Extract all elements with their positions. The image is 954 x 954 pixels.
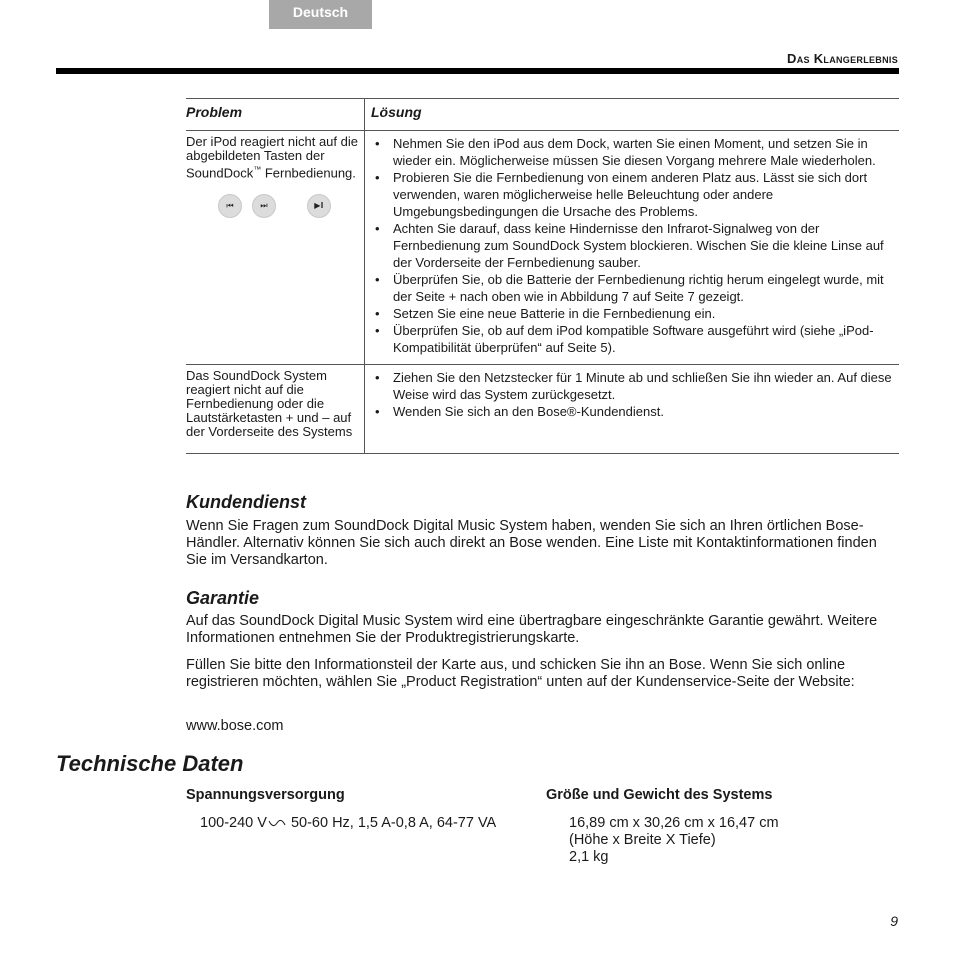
solution-cell — [365, 365, 900, 454]
play-pause-icon: ▶‖ — [307, 194, 331, 218]
ac-wave-icon — [267, 817, 287, 829]
solution-cell — [365, 131, 900, 365]
problem-cell — [186, 131, 365, 365]
kundendienst-heading: Kundendienst — [186, 492, 306, 512]
column-header-problem: Problem — [186, 99, 365, 131]
size-weight-heading: Größe und Gewicht des Systems — [546, 787, 773, 803]
garantie-body-1: Auf das SoundDock Digital Music System wird eine übertragbare eingeschränkte Garantie gewährt. Weitere Informationen entnehmen Sie der Produktregistrierungskarte. — [186, 613, 878, 646]
garantie-body-2: Füllen Sie bitte den Informationsteil der Karte aus, und schicken Sie ihn an Bose. Wenn Sie sich online registrieren möchten, wählen Sie „Product Registration“ unten auf der Kundenservice-Seite der Website: — [186, 657, 855, 690]
table-row — [186, 365, 899, 454]
dimensions: 16,89 cm x 30,26 cm x 16,47 cm — [569, 815, 779, 831]
problem-text: Der iPod reagiert nicht auf die abgebildeten Tasten der SoundDock — [186, 134, 358, 181]
solution-item: • Überprüfen Sie, ob die Batterie der Fernbedienung richtig herum eingelegt wurde, mit der Seite + nach oben wie in Abbildung 7 auf Seite 7 gezeigt. — [371, 271, 893, 305]
technische-daten-heading: Technische Daten — [56, 751, 244, 776]
power-supply-heading: Spannungsversorgung — [186, 787, 345, 803]
garantie-heading: Garantie — [186, 588, 260, 608]
table-row — [186, 131, 899, 365]
solution-item: • Nehmen Sie den iPod aus dem Dock, warten Sie einen Moment, und setzen Sie in wieder ein. Möglicherweise müssen Sie diesen Vorgang mehrere Male wiederholen. — [371, 135, 893, 169]
dimensions-legend: (Höhe x Breite X Tiefe) — [569, 832, 716, 848]
power-supply-value — [200, 815, 496, 832]
solution-item: • Wenden Sie sich an den Bose®-Kundendienst. — [371, 403, 893, 420]
problem-text: Das SoundDock System reagiert nicht auf die Fernbedienung oder die Lautstärketasten + und – auf der Vorderseite des Systems — [186, 368, 353, 439]
header-rule — [56, 68, 899, 74]
solution-item: • Überprüfen Sie, ob auf dem iPod kompatible Software ausgeführt wird (siehe „iPod-Kompatibilität überprüfen“ auf Seite 5). — [371, 322, 893, 356]
problem-cell — [186, 365, 365, 454]
solution-item: • Probieren Sie die Fernbedienung von einem anderen Platz aus. Lässt sie sich dort verwenden, waren möglicherweise helle Beleuchtung oder andere Umgebungsbedingungen die Ursache des Problems. — [371, 169, 893, 220]
chapter-title: Das Klangerlebnis — [787, 51, 898, 66]
kundendienst-body: Wenn Sie Fragen zum SoundDock Digital Music System haben, wenden Sie sich an Ihren örtlichen Bose-Händler. Alternativ können Sie sich auch direkt an Bose wenden. Eine Liste mit Kontaktinformationen finden Sie im Versandkarton. — [186, 518, 877, 568]
solution-item: • Achten Sie darauf, dass keine Hindernisse den Infrarot-Signalweg von der Fernbedienung zum SoundDock System blockieren. Wischen Sie die kleine Linse auf der Vorderseite der Fernbedienung sauber. — [371, 220, 893, 271]
problem-text-suffix: Fernbedienung. — [261, 165, 356, 181]
previous-track-icon: ⏮ — [218, 194, 242, 218]
weight: 2,1 kg — [569, 849, 609, 865]
size-weight-value — [569, 815, 779, 866]
power-voltage: 100-240 V — [200, 815, 267, 831]
website-link[interactable]: www.bose.com — [186, 718, 284, 734]
column-header-solution: Lösung — [365, 99, 900, 131]
troubleshooting-table — [186, 98, 899, 454]
language-tab: Deutsch — [269, 0, 372, 29]
power-details: 50-60 Hz, 1,5 A-0,8 A, 64-77 VA — [286, 815, 497, 831]
solution-item: • Ziehen Sie den Netzstecker für 1 Minute ab und schließen Sie ihn wieder an. Auf diese Weise wird das System zurückgesetzt. — [371, 369, 893, 403]
solution-item: • Setzen Sie eine neue Batterie in die Fernbedienung ein. — [371, 305, 893, 322]
page-number: 9 — [890, 913, 898, 929]
trademark-symbol: ™ — [253, 165, 262, 174]
remote-button-illustration — [186, 194, 358, 224]
next-track-icon: ⏭ — [252, 194, 276, 218]
